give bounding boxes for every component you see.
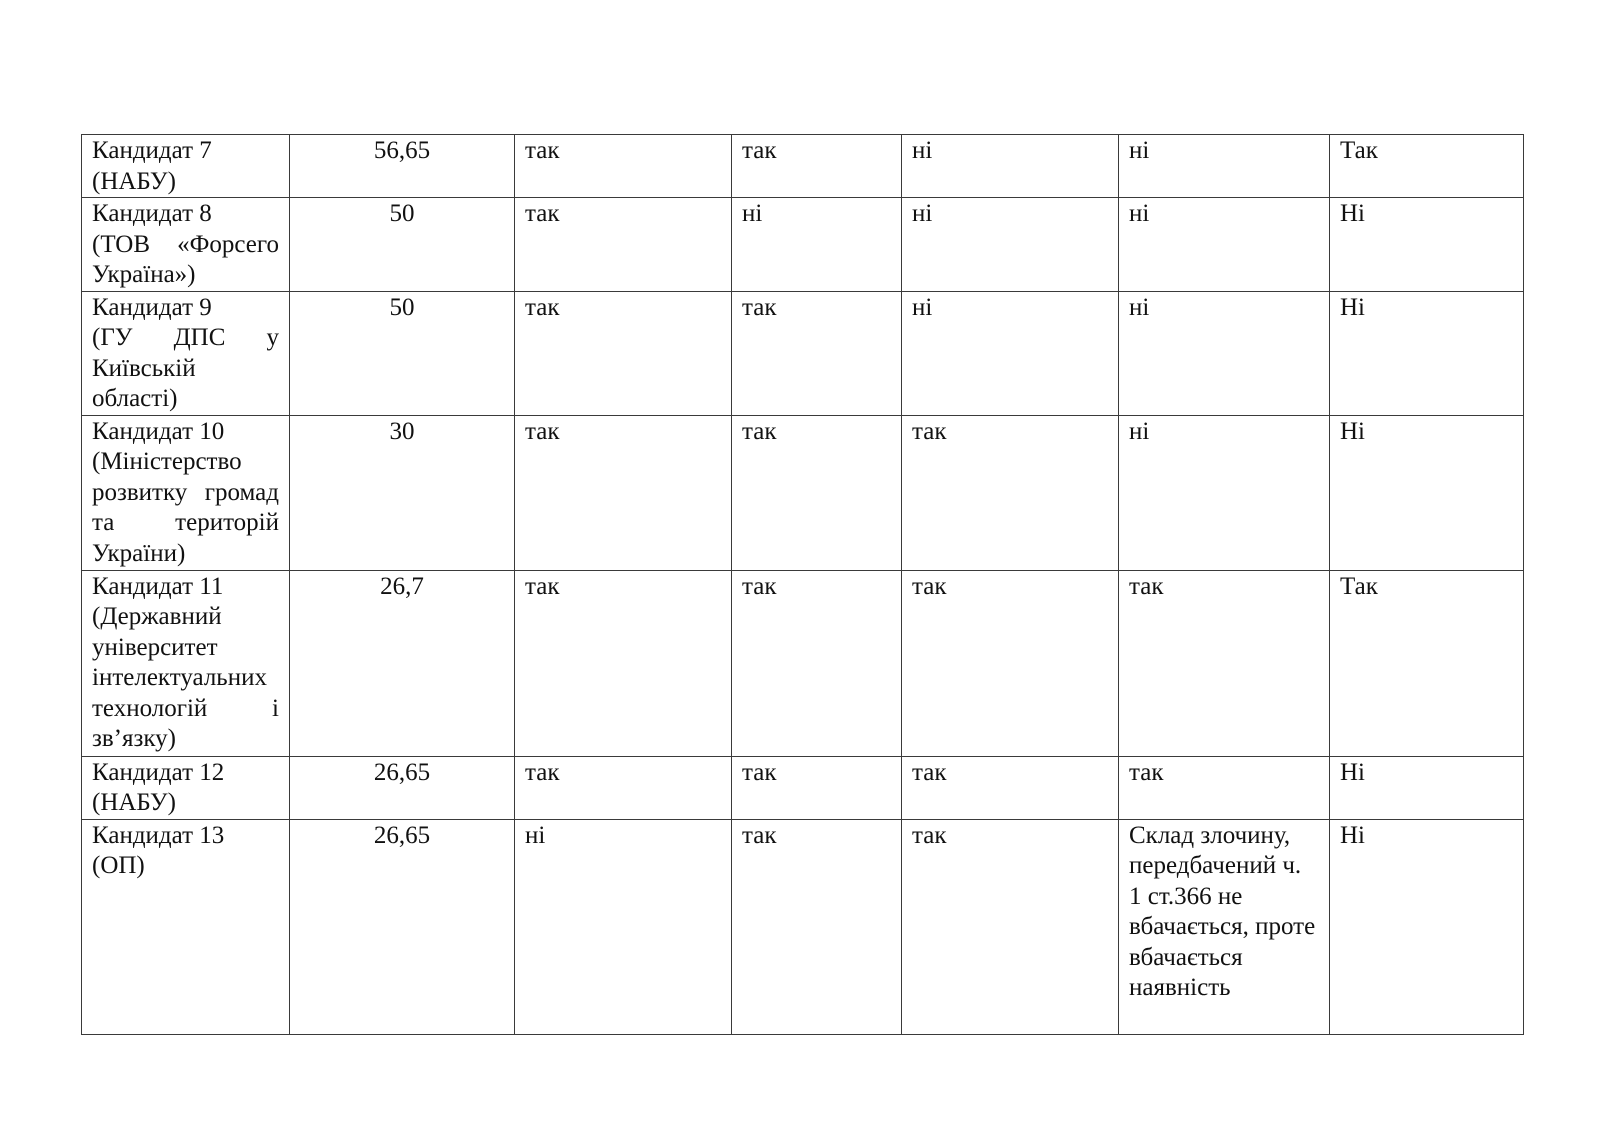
candidate-name: Кандидат 9 (92, 293, 212, 321)
score-cell: 30 (290, 415, 515, 570)
result-cell: Ні (1330, 819, 1524, 1034)
candidate-name: Кандидат 10 (92, 417, 225, 445)
candidate-cell (82, 570, 290, 756)
candidate-cell (82, 135, 290, 198)
criterion-cell: так (902, 415, 1119, 570)
table-row (82, 135, 1524, 198)
candidate-name: Кандидат 7 (92, 137, 212, 164)
result-cell: Ні (1330, 756, 1524, 819)
criterion-cell: ні (1119, 291, 1330, 415)
criterion-cell: так (732, 570, 902, 756)
criterion-cell: ні (1119, 415, 1330, 570)
criterion-cell: так (515, 135, 732, 198)
candidate-org: (Державний університет інтелектуальних технологій і зв’язку) (92, 603, 279, 752)
score-cell: 50 (290, 198, 515, 292)
criterion-cell: так (515, 756, 732, 819)
criterion-cell: так (1119, 756, 1330, 819)
result-cell: Ні (1330, 291, 1524, 415)
criterion-cell: ні (732, 198, 902, 292)
score-cell: 26,65 (290, 756, 515, 819)
candidate-cell (82, 291, 290, 415)
table-row (82, 415, 1524, 570)
score-cell: 50 (290, 291, 515, 415)
result-cell: Ні (1330, 415, 1524, 570)
candidate-cell (82, 415, 290, 570)
criterion-cell: ні (902, 291, 1119, 415)
result-cell: Так (1330, 570, 1524, 756)
criterion-cell: так (732, 756, 902, 819)
candidate-org: (ОП) (92, 852, 145, 879)
candidate-cell (82, 819, 290, 1034)
criterion-cell: так (732, 415, 902, 570)
criterion-cell: Склад злочину, передбачений ч. 1 ст.366 не вбачається, проте вбачається наявність (1119, 819, 1330, 1034)
criterion-cell: ні (1119, 135, 1330, 198)
candidate-org: (НАБУ) (92, 789, 176, 816)
result-cell: Ні (1330, 198, 1524, 292)
criterion-cell: так (515, 291, 732, 415)
criterion-cell: ні (515, 819, 732, 1034)
candidate-name: Кандидат 12 (92, 758, 225, 786)
result-cell: Так (1330, 135, 1524, 198)
score-cell: 26,65 (290, 819, 515, 1034)
criterion-cell: так (515, 570, 732, 756)
candidate-org: (НАБУ) (92, 167, 176, 195)
candidate-cell (82, 198, 290, 292)
criterion-cell: ні (902, 198, 1119, 292)
candidate-org: (ГУ ДПС у Київській області) (92, 324, 279, 412)
criterion-cell: так (1119, 570, 1330, 756)
criterion-cell: так (732, 135, 902, 198)
criterion-cell: ні (1119, 198, 1330, 292)
table-row (82, 198, 1524, 292)
candidate-org: (Міністерство розвитку громад та територій України) (92, 448, 279, 567)
candidate-org: (ТОВ «Форсего Україна») (92, 230, 279, 288)
criterion-cell: так (902, 570, 1119, 756)
candidates-table (81, 134, 1524, 1035)
candidate-name: Кандидат 8 (92, 200, 212, 227)
criterion-cell: так (902, 819, 1119, 1034)
criterion-cell: так (515, 198, 732, 292)
table-row (82, 819, 1524, 1034)
score-cell: 56,65 (290, 135, 515, 198)
criterion-cell: ні (902, 135, 1119, 198)
criterion-cell: так (732, 291, 902, 415)
table-row (82, 756, 1524, 819)
candidate-name: Кандидат 13 (92, 821, 225, 849)
candidate-name: Кандидат 11 (92, 572, 224, 600)
table-row (82, 291, 1524, 415)
criterion-cell: так (732, 819, 902, 1034)
criterion-cell: так (902, 756, 1119, 819)
criterion-cell: так (515, 415, 732, 570)
table-row (82, 570, 1524, 756)
candidate-cell (82, 756, 290, 819)
score-cell: 26,7 (290, 570, 515, 756)
